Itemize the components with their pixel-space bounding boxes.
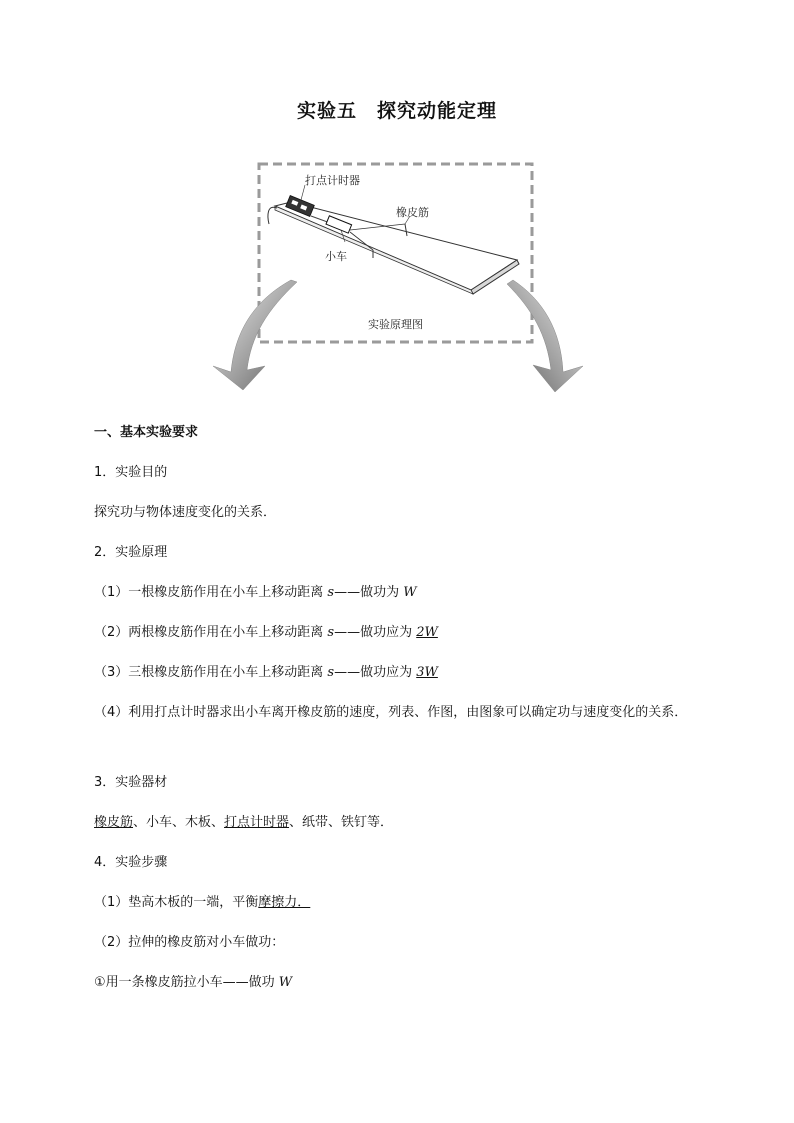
principle-item-3-text: （3）三根橡皮筋作用在小车上移动距离 (94, 665, 328, 680)
work-value: W (403, 585, 417, 600)
principle-item-1-mid: ——做功为 (334, 585, 404, 600)
equipment-rubber-band: 橡皮筋 (94, 815, 134, 830)
principle-item-2-mid: ——做功应为 (334, 625, 417, 640)
equipment-text: 、小车、木板、 (133, 815, 225, 830)
principle-item-4: （4）利用打点计时器求出小车离开橡皮筋的速度，列表、作图，由图象可以确定功与速度变化的关系． (94, 705, 688, 720)
work-value-underlined: 2W (416, 625, 438, 640)
step-1-underlined: 摩擦力． (258, 895, 311, 910)
principle-item-3 (94, 664, 438, 682)
heading-equipment: 3．实验器材 (94, 775, 168, 790)
equipment-list (94, 814, 393, 832)
distance-symbol: s (327, 665, 335, 680)
principle-item-2 (94, 624, 438, 642)
step-2: （2）拉伸的橡皮筋对小车做功： (94, 935, 285, 950)
heading-principle: 2．实验原理 (94, 545, 168, 560)
work-value-underlined: 3W (416, 665, 438, 680)
work-value: W (278, 975, 293, 990)
label-rubber-band: 橡皮筋 (396, 206, 429, 219)
distance-symbol: s (327, 625, 335, 640)
page-title: 实验五 探究动能定理 (296, 100, 497, 122)
heading-steps: 4．实验步骤 (94, 855, 168, 870)
heading-purpose: 1．实验目的 (94, 465, 168, 480)
step-2a (94, 974, 292, 992)
equipment-timer: 打点计时器 (224, 815, 290, 830)
purpose-text: 探究功与物体速度变化的关系． (94, 505, 277, 520)
left-curved-arrow (213, 280, 297, 390)
diagram-graphic (205, 160, 590, 395)
principle-item-3-mid: ——做功应为 (334, 665, 417, 680)
equipment-text-rest: 、纸带、铁钉等． (289, 815, 394, 830)
label-timer: 打点计时器 (305, 174, 360, 187)
principle-item-1-text: （1）一根橡皮筋作用在小车上移动距离 (94, 585, 328, 600)
label-cart: 小车 (325, 250, 347, 263)
step-1 (94, 894, 310, 912)
right-curved-arrow (507, 280, 583, 392)
distance-symbol: s (327, 585, 335, 600)
section-heading-basic-requirements: 一、基本实验要求 (94, 425, 199, 440)
figure-caption: 实验原理图 (368, 318, 423, 331)
step-1-text: （1）垫高木板的一端，平衡 (94, 895, 259, 910)
experiment-diagram (205, 160, 590, 395)
step-2a-text: ①用一条橡皮筋拉小车——做功 (94, 975, 279, 990)
principle-item-2-text: （2）两根橡皮筋作用在小车上移动距离 (94, 625, 328, 640)
principle-item-1 (94, 584, 417, 602)
